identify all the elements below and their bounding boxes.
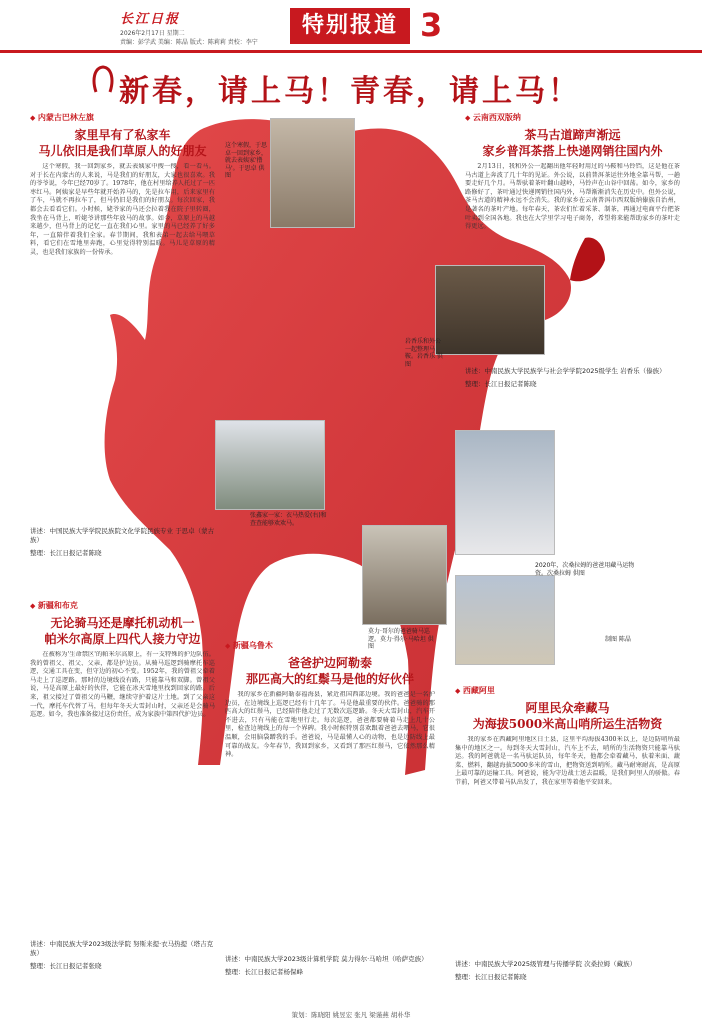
credit-writer: 整理：长江日报记者陈晓	[455, 973, 527, 981]
article-body: 我的家乡在新疆阿勒泰福海县，紧近祖国西部边境。我的爸爸是一名护边员，在边境线上巡逻已经有十几年了。马是他最重要的伙伴。爸爸骑的那匹高大的红鬃马，已经陪伴他走过了无数次巡逻路。冬天大雪封山，汽车开不进去，只有马能在雪地里行走。每次巡逻，爸爸都要骑着马走上几十公里，检查边境线上的每一个界碑。我小时候特别喜欢跟着爸爸去喂马，它很温顺，会用脑袋蹭我的手。爸爸说，马是最懂人心的动物，也是边防线上最可靠的战友。今年春节，我回到家乡，又看到了那匹红鬃马，它依然那么精神。	[225, 691, 435, 759]
photo-rider-snow	[455, 430, 555, 555]
page-headline: 新春，请上马！青春，请上马！	[119, 74, 581, 109]
article-yunnan	[465, 112, 680, 412]
article-body: 这个寒假，我一回到家乡，就去表姨家中搜一搜，看一看马。对于长在内蒙古的人来说，马是我们的好朋友，大家也很喜欢。我的爷爷说，今年已经70岁了。1978年，他在村里给养人托过了一匹枣红马。阿姨家是早些年就开始养马的，先是拉车用，后来家里有了车，马就不再拉车了，但马仍旧是我们的好朋友。每次回家，我都会去看看它们。小时候，姥爷家的马还会拉着我在院子里转圈，我坐在马背上，听姥爷讲那些年放马的故事。如今，草原上的马越来越少，但马背上的记忆一直在我们心里。家里的马已经养了好多年，一直陪伴着我们全家。春节期间，我和表弟一起去给马喂草料，看它们在雪地里奔跑，心里觉得特别温暖。马儿是草原的精灵，也是我们家族的一份传承。	[30, 163, 215, 256]
location-tag: ◆ 新疆和布克	[30, 600, 215, 611]
section-badge: 特别报道	[290, 8, 410, 44]
banner	[100, 58, 600, 108]
credit-speaker: 讲述：中南民族大学民族学与社会学学院2025级学生 岩香乐（傣族）	[465, 367, 666, 375]
photo-patrol-rider	[362, 525, 447, 625]
newspaper-logo: 长江日报	[120, 12, 181, 27]
photo-woman-with-horse	[270, 118, 355, 228]
article-inner-mongolia	[30, 112, 215, 582]
caption-yanxiangle: 岩香乐和外公一起整理马鞍。岩香乐 供图	[405, 338, 443, 368]
article-altay	[225, 640, 435, 1002]
header-rule	[0, 50, 702, 53]
photo-family-horses	[215, 420, 325, 510]
masthead	[0, 0, 702, 50]
credit-writer: 整理：长江日报记者陈晓	[30, 549, 102, 557]
article-body: 在被称为'生命禁区'的帕米尔高原上，有一支特殊的护边队伍。我的曾祖父、祖父、父亲，都是护边员。从骑马巡逻到骑摩托车巡逻，交通工具在变，但守边的初心不变。1952年，我的曾祖父牵着马走上了巡逻路。那时的边境线没有路，只能靠马和双脚。曾祖父说，马是高原上最好的伙伴，它能在冰天雪地里找到回家的路。后来，祖父接过了曾祖父的马鞭，继续守护着这片土地。到了父亲这一代，摩托车代替了马，但每年冬天大雪封山时，父亲还是会骑马巡逻。如今，我也准备接过这份责任，成为家族中第四代护边员。	[30, 651, 215, 719]
caption-molideer: 莫力·哥尔的爸爸骑马巡逻。莫力·得尔·马哈坦 供图	[368, 628, 434, 650]
editor-credits: 责编：彭学武 美编：陈晶 版式：陈莉莉 责校：李宁	[120, 39, 258, 46]
photo-tibet-horses	[455, 575, 555, 665]
article-title: 无论骑马还是摩托机动机一	[50, 616, 195, 630]
credit-speaker: 讲述：中南民族大学2023级计算机学院 莫力得尔·马哈坦（哈萨克族）	[225, 955, 428, 963]
credit-speaker: 讲述：中南民族大学2025级管理与传播学院 次桑拉姆（藏族）	[455, 960, 637, 968]
article-body: 我的家乡在西藏阿里地区日土县，这里平均海拔4300米以上，是边防哨所最集中的地区之一。每到冬天大雪封山，汽车上不去，哨所的生活物资只能靠马驮运。我的阿爸就是一名马驮运队员，每年冬天，他都会牵着藏马，驮着米面、蔬菜、燃料，翻越海拔5000多米的雪山，把物资送到哨所。藏马耐寒耐高，是高原上最可靠的运输工具。阿爸说，能为守边战士送去温暖，是我们阿里人的骄傲。春节前，阿爸又带着马队出发了，我在家里等着他平安回来。	[455, 736, 680, 786]
location-tag: ◆ 云南西双版纳	[465, 112, 680, 123]
planning-credits: 策划：陈晓阳 姚昱宏 张凡 梁谨燕 胡朴华	[291, 1011, 411, 1019]
credit-speaker: 讲述：中南民族大学2023级法学院 努斯来提·衣马热提（塔吉克族）	[30, 940, 214, 957]
article-subtitle: 帕米尔高原上四代人接力守边	[44, 632, 201, 646]
location-tag: ◆ 内蒙古巴林左旗	[30, 112, 215, 123]
article-title: 阿里民众牵藏马	[525, 701, 610, 715]
issue-date: 2026年2月17日 星期二	[120, 30, 185, 37]
location-tag: ◆ 西藏阿里	[455, 685, 680, 696]
credit-writer: 整理：长江日报记者陈晓	[465, 380, 537, 388]
article-subtitle: 为海拔5000米高山哨所运生活物资	[472, 717, 663, 731]
article-subtitle: 家乡普洱茶搭上快递网销往国内外	[482, 144, 663, 158]
credit-writer: 整理：长江日报记者张晓	[30, 962, 102, 970]
location-tag: ◆ 新疆乌鲁木	[225, 640, 435, 651]
caption-graphics: 制图 陈晶	[605, 636, 631, 643]
credit-writer: 整理：长江日报记者杨保峰	[225, 968, 303, 976]
article-title: 爸爸护边阿勒泰	[287, 656, 372, 670]
article-body: 2月13日，我和外公一起翻出他年轻时用过的马鞍和马铃铛，这是他在茶马古道上奔波了几十年的见证。外公说，以前普洱茶运往外地全靠马帮，一趟要走好几个月。马帮驮着茶叶翻山越岭，马铃声在山谷中回荡。如今，家乡的路修好了，茶叶通过快递网销往国内外，马帮渐渐消失在历史中。但外公说，茶马古道的精神永远不会消失。我的家乡在云南普洱市西双版纳傣族自治州，是著名的茶叶产地。每年春天，茶农们忙着采茶、制茶，再通过电商平台把茶叶卖到全国各地。我也在大学里学习电子商务，希望将来能帮助家乡的茶叶走得更远。	[465, 163, 680, 231]
article-subtitle: 马儿依旧是我们草原人的好朋友	[38, 144, 207, 158]
caption-zhangxin: 张鑫家一家：衣马热爱(右)和查查能够欢欢马。	[250, 512, 327, 527]
article-subtitle: 那匹高大的红鬃马是他的好伙伴	[245, 672, 414, 686]
caption-cisang: 2020年，次桑拉姆的爸爸用藏马运物资。次桑拉姆 供图	[535, 562, 635, 577]
article-title: 家里早有了私家车	[74, 128, 171, 142]
article-pamir	[30, 600, 215, 1000]
caption-yusizhuo: 这个寒假，于思卓一回到家乡，就去表姨家'撸马'。于思卓 供图	[225, 142, 268, 179]
credit-speaker: 讲述：中国民族大学学院民族院文化学院民族专业 于思卓（蒙古族）	[30, 527, 215, 544]
page-number: 3	[420, 6, 443, 44]
article-tibet	[455, 685, 680, 1003]
article-title: 茶马古道蹄声渐远	[524, 128, 621, 142]
